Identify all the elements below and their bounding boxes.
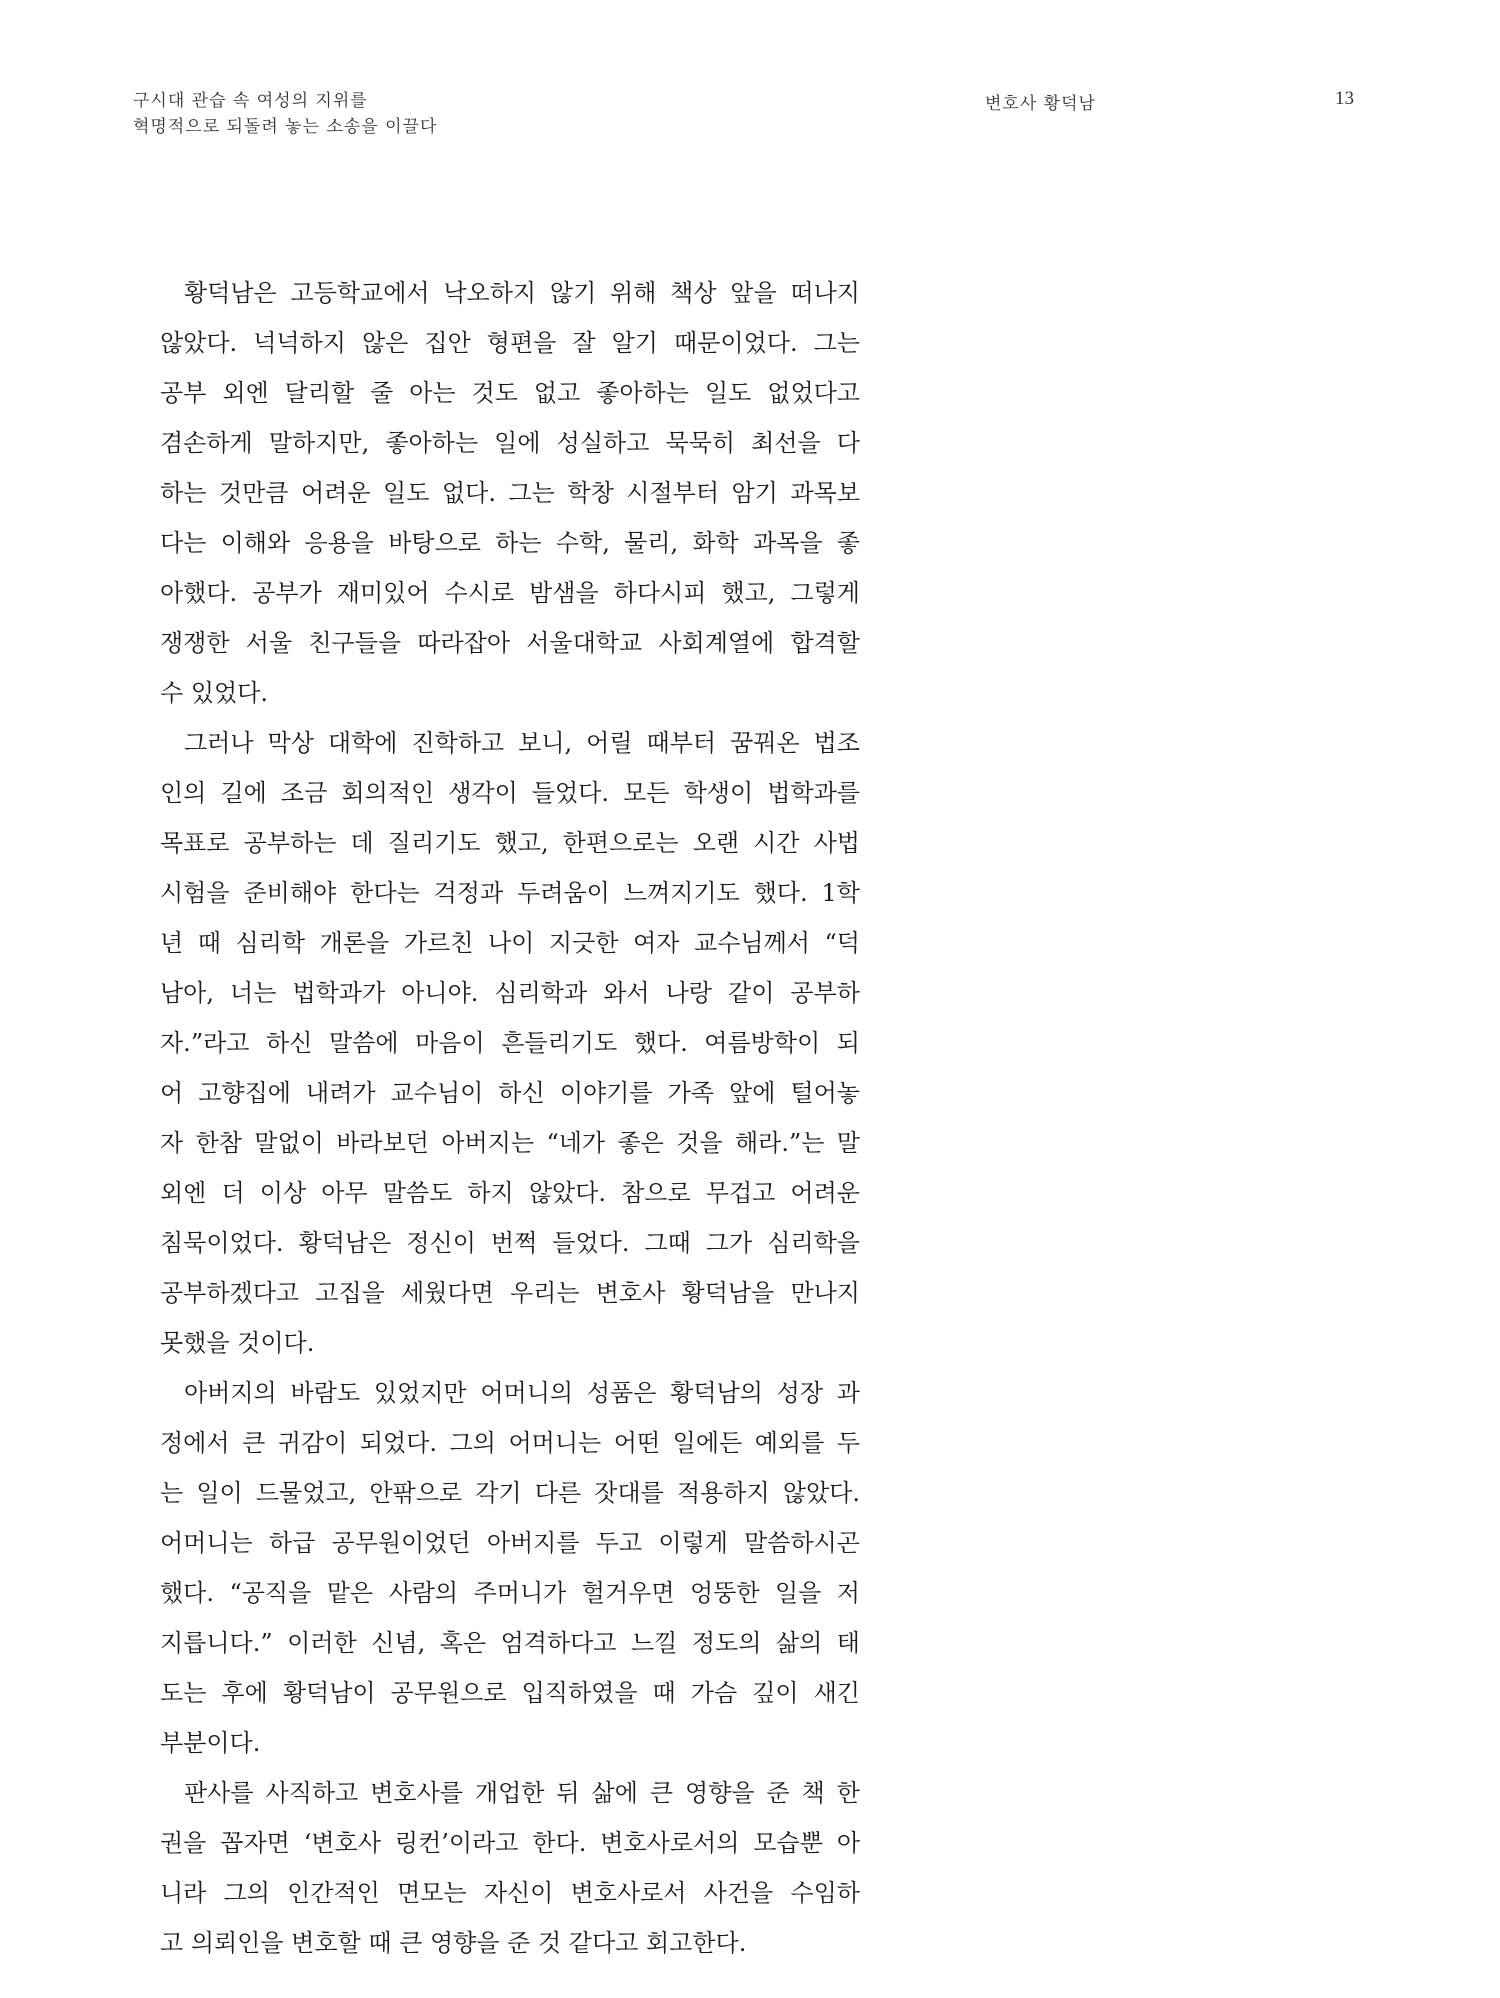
paragraph-1 bbox=[160, 268, 860, 718]
text-line: 겸손하게 말하지만, 좋아하는 일에 성실하고 묵묵히 최선을 다 bbox=[160, 429, 860, 457]
text-line: 침묵이었다. 황덕남은 정신이 번쩍 들었다. 그때 그가 심리학을 bbox=[160, 1229, 860, 1257]
text-line: 는 일이 드물었고, 안팎으로 각기 다른 잣대를 적용하지 않았다. bbox=[160, 1479, 860, 1507]
chapter-title-line-2: 혁명적으로 되돌려 놓는 소송을 이끌다 bbox=[133, 117, 438, 137]
text-line: 자 한참 말없이 바라보던 아버지는 “네가 좋은 것을 해라.”는 말 bbox=[160, 1129, 860, 1157]
text-line: 고 의뢰인을 변호할 때 큰 영향을 준 것 같다고 회고한다. bbox=[160, 1929, 747, 1957]
text-line: 아했다. 공부가 재미있어 수시로 밤샘을 하다시피 했고, 그렇게 bbox=[160, 579, 860, 607]
chapter-title-line-1: 구시대 관습 속 여성의 지위를 bbox=[133, 91, 368, 111]
text-line: 남아, 너는 법학과가 아니야. 심리학과 와서 나랑 같이 공부하 bbox=[160, 979, 860, 1007]
text-line: 공부하겠다고 고집을 세웠다면 우리는 변호사 황덕남을 만나지 bbox=[160, 1279, 860, 1307]
text-line: 외엔 더 이상 아무 말씀도 하지 않았다. 참으로 무겁고 어려운 bbox=[160, 1179, 860, 1207]
body-text bbox=[160, 268, 860, 1968]
paragraph-3 bbox=[160, 1368, 860, 1768]
text-line: 목표로 공부하는 데 질리기도 했고, 한편으로는 오랜 시간 사법 bbox=[160, 829, 860, 857]
text-line: 어머니는 하급 공무원이었던 아버지를 두고 이렇게 말씀하시곤 bbox=[160, 1529, 860, 1557]
text-line: 지릅니다.” 이러한 신념, 혹은 엄격하다고 느낄 정도의 삶의 태 bbox=[160, 1629, 860, 1657]
text-line: 했다. “공직을 맡은 사람의 주머니가 헐거우면 엉뚱한 일을 저 bbox=[160, 1579, 860, 1607]
paragraph-4 bbox=[160, 1768, 860, 1968]
text-line: 하는 것만큼 어려운 일도 없다. 그는 학창 시절부터 암기 과목보 bbox=[160, 479, 860, 507]
text-line: 공부 외엔 달리할 줄 아는 것도 없고 좋아하는 일도 없었다고 bbox=[160, 379, 860, 407]
running-head-section-title: 변호사 황덕남 bbox=[985, 94, 1096, 114]
text-line: 부분이다. bbox=[160, 1729, 261, 1757]
text-line: 권을 꼽자면 ‘변호사 링컨’이라고 한다. 변호사로서의 모습뿐 아 bbox=[160, 1829, 860, 1857]
text-line: 황덕남은 고등학교에서 낙오하지 않기 위해 책상 앞을 떠나지 bbox=[184, 279, 860, 307]
text-line: 아버지의 바람도 있었지만 어머니의 성품은 황덕남의 성장 과 bbox=[184, 1379, 860, 1407]
running-head-chapter-title bbox=[133, 88, 437, 140]
text-line: 자.”라고 하신 말씀에 마음이 흔들리기도 했다. 여름방학이 되 bbox=[160, 1029, 860, 1057]
text-line: 그러나 막상 대학에 진학하고 보니, 어릴 때부터 꿈꿔온 법조 bbox=[184, 729, 860, 757]
text-line: 다는 이해와 응용을 바탕으로 하는 수학, 물리, 화학 과목을 좋 bbox=[160, 529, 860, 557]
text-line: 년 때 심리학 개론을 가르친 나이 지긋한 여자 교수님께서 “덕 bbox=[160, 929, 860, 957]
text-line: 어 고향집에 내려가 교수님이 하신 이야기를 가족 앞에 털어놓 bbox=[160, 1079, 860, 1107]
paragraph-2 bbox=[160, 718, 860, 1368]
text-line: 인의 길에 조금 회의적인 생각이 들었다. 모든 학생이 법학과를 bbox=[160, 779, 860, 807]
text-line: 니라 그의 인간적인 면모는 자신이 변호사로서 사건을 수임하 bbox=[160, 1879, 860, 1907]
text-line: 정에서 큰 귀감이 되었다. 그의 어머니는 어떤 일에든 예외를 두 bbox=[160, 1429, 860, 1457]
text-line: 쟁쟁한 서울 친구들을 따라잡아 서울대학교 사회계열에 합격할 bbox=[160, 629, 860, 657]
text-line: 도는 후에 황덕남이 공무원으로 입직하였을 때 가슴 깊이 새긴 bbox=[160, 1679, 860, 1707]
page-number: 13 bbox=[1335, 88, 1354, 109]
text-line: 못했을 것이다. bbox=[160, 1329, 315, 1357]
text-line: 판사를 사직하고 변호사를 개업한 뒤 삶에 큰 영향을 준 책 한 bbox=[184, 1779, 860, 1807]
text-line: 수 있었다. bbox=[160, 679, 268, 707]
text-line: 시험을 준비해야 한다는 걱정과 두려움이 느껴지기도 했다. 1학 bbox=[160, 879, 860, 907]
text-line: 않았다. 넉넉하지 않은 집안 형편을 잘 알기 때문이었다. 그는 bbox=[160, 329, 860, 357]
